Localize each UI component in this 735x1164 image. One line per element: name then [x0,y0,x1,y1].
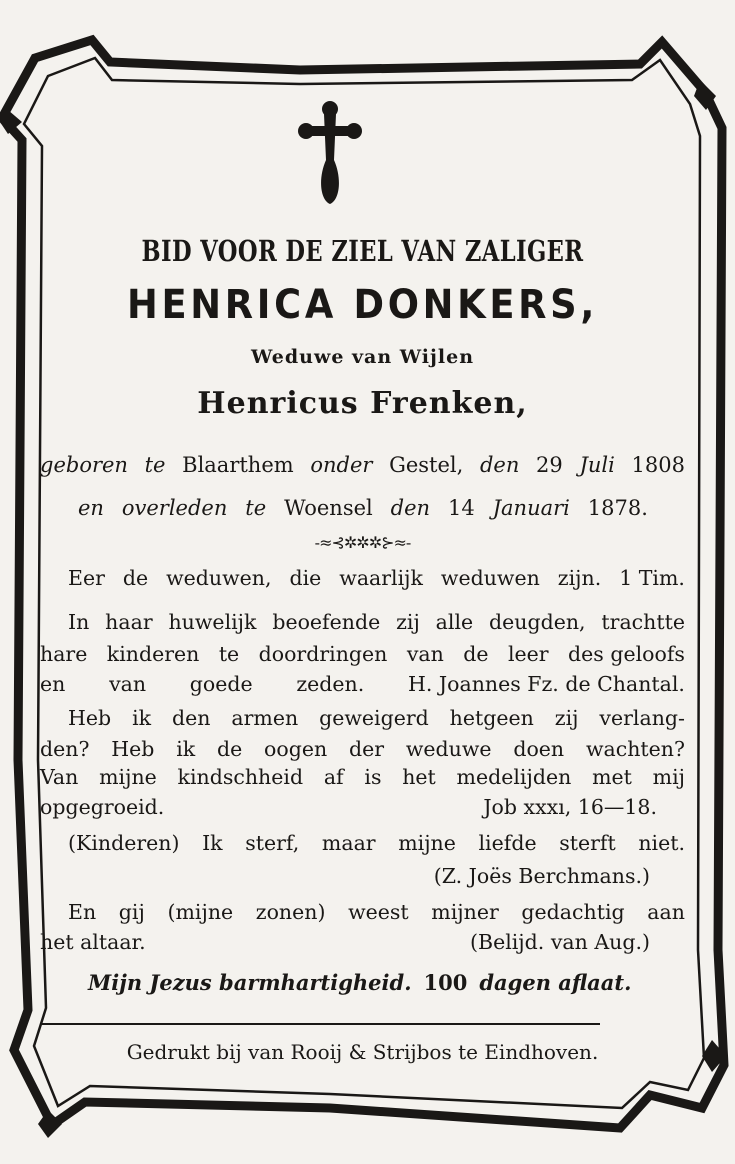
husband-name: Henricus Frenken, [197,386,528,421]
passage-word: mijner [431,900,499,924]
passage-word: Heb [68,706,112,730]
passage-last-words: het altaar. [40,930,146,954]
passage-word: zijn. [557,566,602,590]
passage-word: af [323,765,344,789]
passage-last-words: opgegroeid. [40,795,165,819]
passage-word: liefde [478,831,537,855]
passage-line [40,831,685,855]
passage-word: niet. [638,831,685,855]
passage-word: en [40,672,66,696]
passage-word: haar [105,610,153,634]
passage-word: gij [118,900,145,924]
passage-word: mijne [99,765,157,789]
passage-word: Heb [111,737,155,761]
deceased-name: HENRICA DONKERS, [126,282,599,328]
passage-word: weduwen [440,566,540,590]
death-word: te [245,496,267,520]
passage-word: leer [507,642,549,666]
death-word: overleden [121,496,228,520]
passage-source: Job xxxı, 16—18. [483,795,657,819]
passage-word: de [216,737,243,761]
birth-word: onder [310,453,373,477]
passage-word: weduwen, [166,566,272,590]
passage-word: (Kinderen) [68,831,180,855]
passage-word: sterf, [245,831,300,855]
passage-word: van [406,642,444,666]
death-day: 14 [447,496,475,520]
passage-word: waarlijk [339,566,423,590]
passage-word: die [289,566,322,590]
birth-place: Blaarthem [182,453,294,477]
death-word: en [78,496,104,520]
passage-word: trachtte [601,610,685,634]
passage-source: (Z. Joës Berchmans.) [433,864,650,888]
passage-word: doen [513,737,565,761]
indulgence-text: Mijn Jezus barmhartigheid. [88,970,412,995]
passage-word: maar [321,831,376,855]
passage-word: En [68,900,97,924]
passage-word: Ik [202,831,223,855]
passage-word: zeden. [296,672,365,696]
passage-word: (mijne [167,900,234,924]
passage-word: weduwe [405,737,492,761]
widow-line: Weduwe van Wijlen [250,346,475,368]
passage-word: wachten? [585,737,685,761]
indulgence-days: 100 [423,970,468,995]
death-place: Woensel [284,496,373,520]
passage-word: doordringen [258,642,388,666]
passage-line [40,706,685,730]
passage-word: der [348,737,385,761]
passage-word: zij [396,610,420,634]
birth-word: den [479,453,520,477]
passage-word: verlang- [599,706,685,730]
passage-word: de [122,566,149,590]
passage-word: mijne [398,831,456,855]
passage-word: Eer [68,566,105,590]
passage-word: huwelijk [168,610,257,634]
birth-month: Juli [579,453,615,477]
prayer-heading: BID VOOR DE ZIEL VAN ZALIGER [141,234,584,268]
passage-word: aan [647,900,685,924]
passage-line [40,566,685,590]
passage-word: zonen) [255,900,326,924]
passage-word: des geloofs [568,642,685,666]
death-word: den [390,496,431,520]
passage-word: deugden, [489,610,586,634]
birth-year: 1808 [631,453,685,477]
passage-word: In [68,610,90,634]
passage-line [40,672,685,696]
passage-word: kindschheid [177,765,304,789]
cross-icon [298,100,362,206]
passage-word: Van [40,765,79,789]
passage-line [40,765,685,789]
passage-word: geweigerd [319,706,429,730]
indulgence-rest: dagen aflaat. [479,970,632,995]
passage-word: medelijden [456,765,572,789]
passage-word: gedachtig [521,900,625,924]
passage-source: (Belijd. van Aug.) [470,930,650,954]
passage-word: den? [40,737,90,761]
passage-word: de [463,642,489,666]
passage-word: mij [652,765,685,789]
passage-word: zij [554,706,579,730]
birth-word: geboren [40,453,128,477]
passage-line [40,642,685,666]
passage-word: het [402,765,436,789]
passage-word: hare [40,642,88,666]
passage-closing-line [40,930,685,954]
passage-word: hetgeen [449,706,534,730]
passage-line [40,900,685,924]
passage-closing-line [40,795,685,819]
birth-parish: Gestel, [389,453,464,477]
passage-word: kinderen [106,642,200,666]
passage-word: ik [132,706,152,730]
passage-word: alle [435,610,474,634]
passage-word: te [218,642,240,666]
passage-word: met [592,765,632,789]
passage-word: oogen [264,737,328,761]
passage-line [40,610,685,634]
passage-word: armen [231,706,299,730]
passage-line [40,737,685,761]
death-month: Januari [492,496,570,520]
indulgence-line [88,970,638,995]
ornament-divider: -≈⊰✲✲✲⊱≈- [314,533,411,552]
passage-word: goede [189,672,253,696]
passage-word: den [171,706,211,730]
death-line [78,496,648,520]
passage-word: weest [348,900,409,924]
passage-word: beoefende [272,610,381,634]
printer-line: Gedrukt bij van Rooij & Strijbos te Eindhoven. [126,1040,599,1064]
passage-word: van [109,672,147,696]
passage-word: 1 Tim. [619,566,685,590]
passage-word: H. Joannes Fz. de Chantal. [408,672,685,696]
passage-word: ik [176,737,196,761]
birth-word: te [144,453,166,477]
passage-word: sterft [559,831,616,855]
birth-day: 29 [536,453,563,477]
divider-rule [40,1023,600,1025]
birth-line [40,453,685,477]
death-year: 1878. [587,496,648,520]
passage-word: is [364,765,382,789]
